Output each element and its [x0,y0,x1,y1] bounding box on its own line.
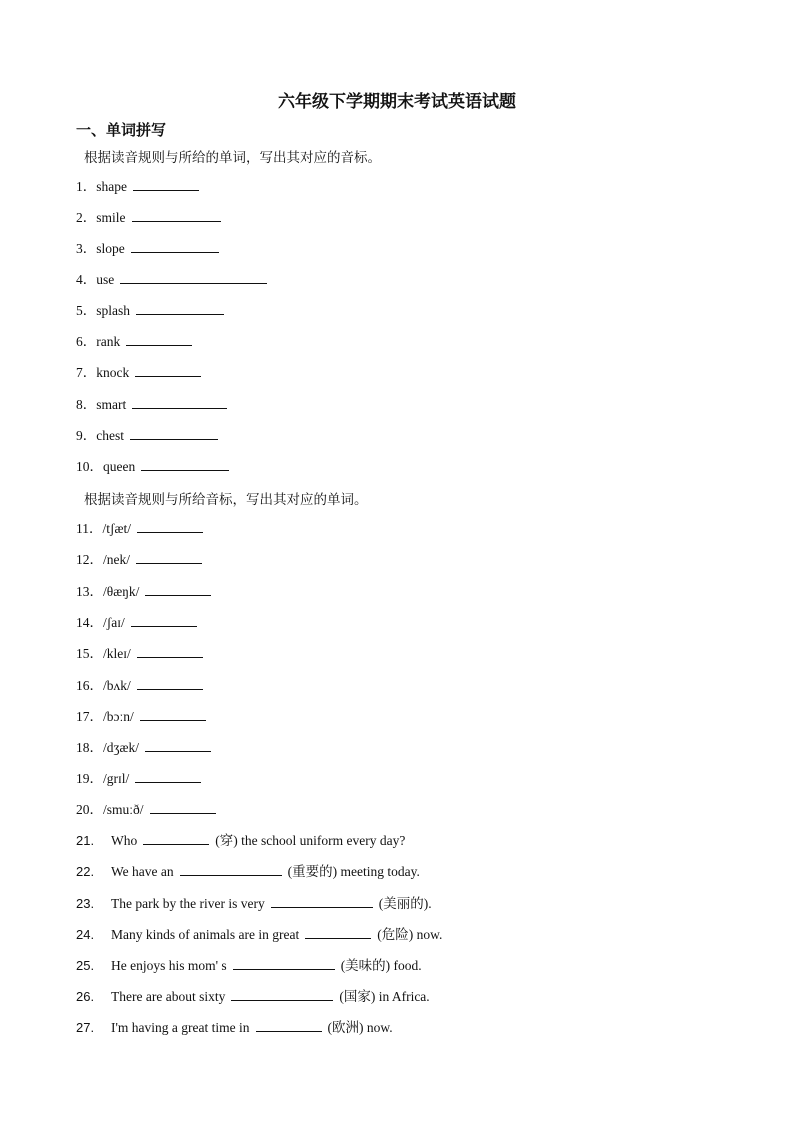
question-number: 18． [76,740,103,755]
answer-blank[interactable] [135,363,201,377]
question-number: 6． [76,334,97,349]
question-number: 15． [76,646,103,661]
answer-blank[interactable] [131,613,197,627]
question-number: 17． [76,709,103,724]
question-number: 7． [76,365,97,380]
question-phonetic: /bɔːn/ [103,709,134,724]
answer-blank[interactable] [133,177,199,191]
answer-blank[interactable] [141,457,229,471]
question-word: use [96,272,115,287]
question-item [76,676,203,695]
sentence-after: (重要的) meeting today. [287,864,420,879]
answer-blank[interactable] [233,956,335,970]
question-item [76,582,211,601]
question-word: smile [96,210,126,225]
question-word: smart [96,397,127,412]
question-number: 9． [76,428,97,443]
question-number: 1． [76,179,97,194]
page-title: 六年级下学期期末考试英语试题 [278,92,516,112]
sentence-before: He enjoys his mom' s [111,958,227,973]
question-number: 8． [76,397,97,412]
answer-blank[interactable] [137,644,203,658]
sentence-item [76,956,422,975]
question-word: slope [96,241,125,256]
question-item [76,208,221,227]
sentence-after: (穿) the school uniform every day? [215,833,406,848]
question-phonetic: /θæŋk/ [103,584,140,599]
instruction-text: 根据读音规则与所给音标，写出其对应的单词。 [84,492,368,508]
sentence-before: The park by the river is very [111,896,265,911]
question-number: 22. [76,864,95,879]
answer-blank[interactable] [271,894,373,908]
answer-blank[interactable] [256,1018,322,1032]
answer-blank[interactable] [180,862,282,876]
question-item [76,457,229,476]
question-number: 14． [76,615,103,630]
question-word: knock [96,365,130,380]
answer-blank[interactable] [135,769,201,783]
question-number: 27. [76,1020,95,1035]
question-item [76,644,203,663]
question-word: rank [96,334,121,349]
sentence-item [76,894,432,913]
answer-blank[interactable] [130,426,218,440]
answer-blank[interactable] [231,987,333,1001]
answer-blank[interactable] [131,239,219,253]
question-number: 4． [76,272,97,287]
section-heading: 一、单词拼写 [76,121,167,139]
answer-blank[interactable] [137,519,203,533]
question-number: 24. [76,927,95,942]
question-item [76,301,224,320]
sentence-item [76,925,442,944]
question-word: queen [103,459,136,474]
question-item [76,707,206,726]
question-number: 20． [76,802,103,817]
question-word: splash [96,303,130,318]
sentence-after: (危险) now. [377,927,443,942]
instruction-text: 根据读音规则与所给的单词，写出其对应的音标。 [84,150,381,166]
sentence-before: There are about sixty [111,989,226,1004]
sentence-before: We have an [111,864,174,879]
answer-blank[interactable] [120,270,267,284]
sentence-after: (国家) in Africa. [339,989,430,1004]
sentence-before: Who [111,833,138,848]
answer-blank[interactable] [136,550,202,564]
question-phonetic: /tʃæt/ [102,521,132,536]
question-item [76,769,201,788]
sentence-item [76,1018,393,1037]
question-phonetic: /smuːð/ [103,802,144,817]
sentence-before: I'm having a great time in [111,1020,250,1035]
question-item [76,738,211,757]
sentence-item [76,862,420,881]
answer-blank[interactable] [136,301,224,315]
answer-blank[interactable] [145,582,211,596]
answer-blank[interactable] [145,738,211,752]
question-number: 26. [76,989,95,1004]
sentence-after: (美味的) food. [340,958,422,973]
answer-blank[interactable] [305,925,371,939]
question-number: 12． [76,552,103,567]
question-phonetic: /nek/ [103,552,130,567]
sentence-before: Many kinds of animals are in great [111,927,300,942]
question-phonetic: /ʃaɪ/ [103,615,125,630]
answer-blank[interactable] [132,208,221,222]
question-phonetic: /bʌk/ [103,678,131,693]
question-item [76,363,201,382]
question-number: 2． [76,210,97,225]
question-item [76,332,192,351]
question-item [76,270,267,289]
question-number: 13． [76,584,103,599]
sentence-after: (欧洲) now. [327,1020,393,1035]
answer-blank[interactable] [126,332,192,346]
answer-blank[interactable] [137,676,203,690]
question-item [76,800,216,819]
answer-blank[interactable] [140,707,206,721]
sentence-item [76,831,405,850]
question-number: 19． [76,771,103,786]
answer-blank[interactable] [150,800,216,814]
question-item [76,519,203,538]
question-item [76,395,227,414]
question-number: 21. [76,833,95,848]
question-phonetic: /kleɪ/ [103,646,131,661]
question-number: 3． [76,241,97,256]
question-word: chest [96,428,124,443]
question-number: 25. [76,958,95,973]
question-number: 16． [76,678,103,693]
question-item [76,426,218,445]
sentence-after: (美丽的). [378,896,432,911]
answer-blank[interactable] [143,831,209,845]
answer-blank[interactable] [132,395,227,409]
question-number: 5． [76,303,97,318]
question-item [76,550,202,569]
question-number: 23. [76,896,95,911]
question-phonetic: /dʒæk/ [103,740,139,755]
question-item [76,613,197,632]
question-word: shape [96,179,127,194]
question-item [76,177,199,196]
question-item [76,239,219,258]
question-number: 11． [76,521,103,536]
sentence-item [76,987,430,1006]
question-number: 10． [76,459,103,474]
question-phonetic: /grɪl/ [103,771,130,786]
